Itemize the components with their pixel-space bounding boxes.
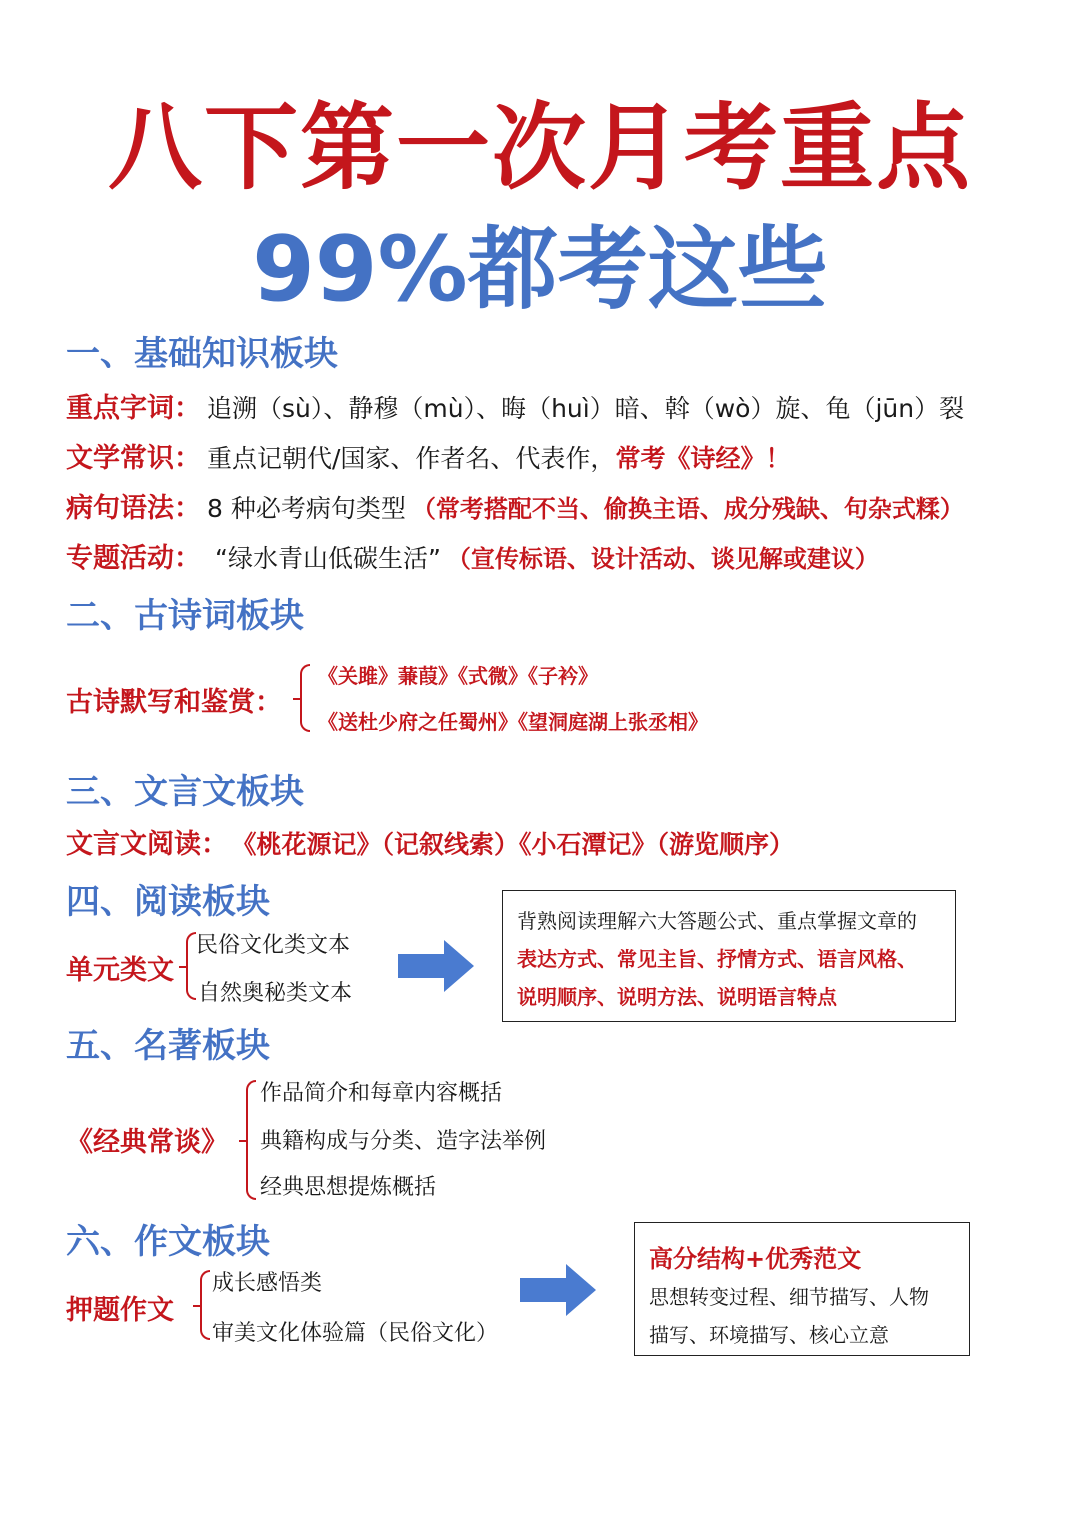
classics-item: 作品简介和每章内容概括: [260, 1081, 503, 1106]
row-grammar: [66, 486, 964, 525]
tip-line: 表达方式、常见主旨、抒情方式、语言风格、: [517, 947, 917, 971]
section-5-heading: 五、名著板块: [66, 1026, 270, 1066]
row-label: 重点字词：: [66, 393, 201, 424]
row-literature: [66, 436, 790, 475]
tip-line: 描写、环境描写、核心立意: [649, 1323, 889, 1347]
tip-title: 高分结构+优秀范文: [649, 1245, 862, 1273]
brace: [186, 932, 196, 1000]
row-label: 病句语法：: [66, 493, 201, 524]
reading-tip-box: [502, 890, 956, 1022]
row-text: 8 种必考病句类型: [207, 494, 406, 523]
section-3-heading: 三、文言文板块: [66, 772, 304, 812]
row-label: 文言文阅读：: [66, 829, 228, 860]
section-2-heading: 二、古诗词板块: [66, 596, 304, 636]
tip-line: 说明顺序、说明方法、说明语言特点: [517, 985, 837, 1009]
section-4-heading: 四、阅读板块: [66, 882, 270, 922]
row-highlight: （宣传标语、设计活动、谈见解或建议）: [458, 545, 879, 573]
row-text: 追溯（sù）、静穆（mù）、晦（huì）暗、斡（wò）旋、龟（jūn）裂: [207, 394, 965, 423]
essay-label: 押题作文: [66, 1295, 174, 1326]
page-subtitle: 99%都考这些: [252, 217, 828, 322]
arrow-right-icon: [520, 1264, 596, 1316]
row-classical: [66, 822, 794, 861]
row-key-words: [66, 386, 964, 425]
row-highlight: （常考搭配不当、偷换主语、成分残缺、句杂式糅）: [411, 495, 964, 523]
arrow-right-icon: [398, 940, 474, 992]
classics-item: 典籍构成与分类、造字法举例: [260, 1129, 547, 1154]
poetry-label: 古诗默写和鉴赏：: [66, 687, 282, 718]
brace: [246, 1080, 256, 1200]
brace: [200, 1270, 210, 1340]
classics-item: 经典思想提炼概括: [260, 1175, 437, 1200]
essay-tip-box: [634, 1222, 970, 1356]
classics-label: 《经典常谈》: [66, 1127, 228, 1158]
essay-item: 审美文化体验篇（民俗文化）: [212, 1321, 499, 1346]
brace: [300, 664, 310, 732]
row-label: 专题活动：: [66, 543, 201, 574]
section-1-heading: 一、基础知识板块: [66, 334, 338, 374]
tip-line: 思想转变过程、细节描写、人物: [649, 1285, 929, 1309]
essay-item: 成长感悟类: [212, 1271, 323, 1296]
reading-item: 民俗文化类文本: [196, 933, 351, 958]
row-label: 文学常识：: [66, 443, 201, 474]
row-text: “绿水青山低碳生活”: [215, 544, 441, 573]
reading-item: 自然奥秘类文本: [198, 981, 353, 1006]
poetry-item: 《关雎》蒹葭》《式微》《子衿》: [318, 664, 598, 688]
row-text: 重点记朝代/国家、作者名、代表作，: [207, 444, 616, 473]
row-activity: [66, 536, 879, 575]
row-highlight: 常考《诗经》！: [615, 444, 791, 473]
poetry-item: 《送杜少府之任蜀州》《望洞庭湖上张丞相》: [318, 710, 708, 734]
reading-label: 单元类文: [66, 955, 174, 986]
tip-line: 背熟阅读理解六大答题公式、重点掌握文章的: [517, 909, 917, 933]
section-6-heading: 六、作文板块: [66, 1222, 270, 1262]
row-highlight: 《桃花源记》（记叙线索）《小石潭记》（游览顺序）: [244, 830, 795, 859]
page-title: 八下第一次月考重点: [107, 94, 972, 203]
